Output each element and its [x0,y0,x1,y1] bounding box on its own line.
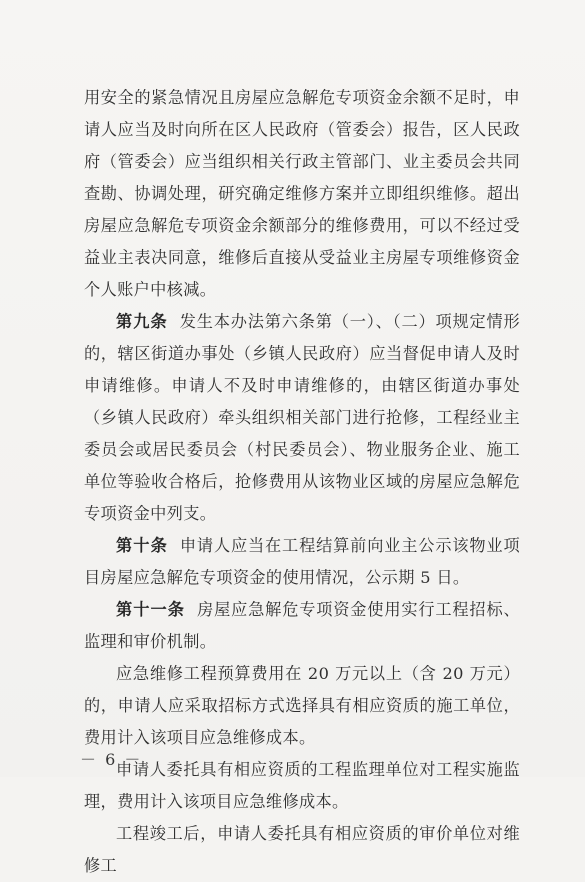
audit-paragraph [84,818,520,882]
article-10-paragraph [84,530,520,594]
article-11-paragraph [84,594,520,658]
paragraph-text: 申请人委托具有相应资质的工程监理单位对工程实施监理，费用计入该项目应急维修成本。 [84,760,520,811]
bidding-paragraph [84,658,520,754]
article-number: 第十一条 [116,600,186,619]
paragraph-text: 应急维修工程预算费用在 20 万元以上（含 20 万元）的，申请人应采取招标方式选择具有相应资质的施工单位，费用计入该项目应急维修成本。 [84,664,520,747]
supervision-paragraph [84,754,520,818]
paragraph-continuation [84,82,520,306]
article-number: 第九条 [116,312,168,331]
paragraph-text: 申请人应当在工程结算前向业主公示该物业项目房屋应急解危专项资金的使用情况，公示期 5 日。 [84,536,520,587]
article-number: 第十条 [116,536,168,555]
paragraph-text: 工程竣工后，申请人委托具有相应资质的审价单位对维修工 [84,824,520,875]
paragraph-text: 房屋应急解危专项资金使用实行工程招标、监理和审价机制。 [84,600,520,651]
page-number: － 6 － [80,750,143,769]
paragraph-text: 用安全的紧急情况且房屋应急解危专项资金余额不足时，申请人应当及时向所在区人民政府（管委会）报告，区人民政府（管委会）应当组织相关行政主管部门、业主委员会共同查勘、协调处理，研究确定维修方案并立即组织维修。超出房屋应急解危专项资金余额部分的维修费用，可以不经过受益业主表决同意，维修后直接从受益业主房屋专项维修资金个人账户中核减。 [84,88,520,299]
article-9-paragraph [84,306,520,530]
paragraph-text: 发生本办法第六条第（一）、（二）项规定情形的，辖区街道办事处（乡镇人民政府）应当督促申请人及时申请维修。申请人不及时申请维修的，由辖区街道办事处（乡镇人民政府）牵头组织相关部门进行抢修，工程经业主委员会或居民委员会（村民委员会）、物业服务企业、施工单位等验收合格后，抢修费用从该物业区域的房屋应急解危专项资金中列支。 [84,312,520,523]
document-body [84,82,520,882]
